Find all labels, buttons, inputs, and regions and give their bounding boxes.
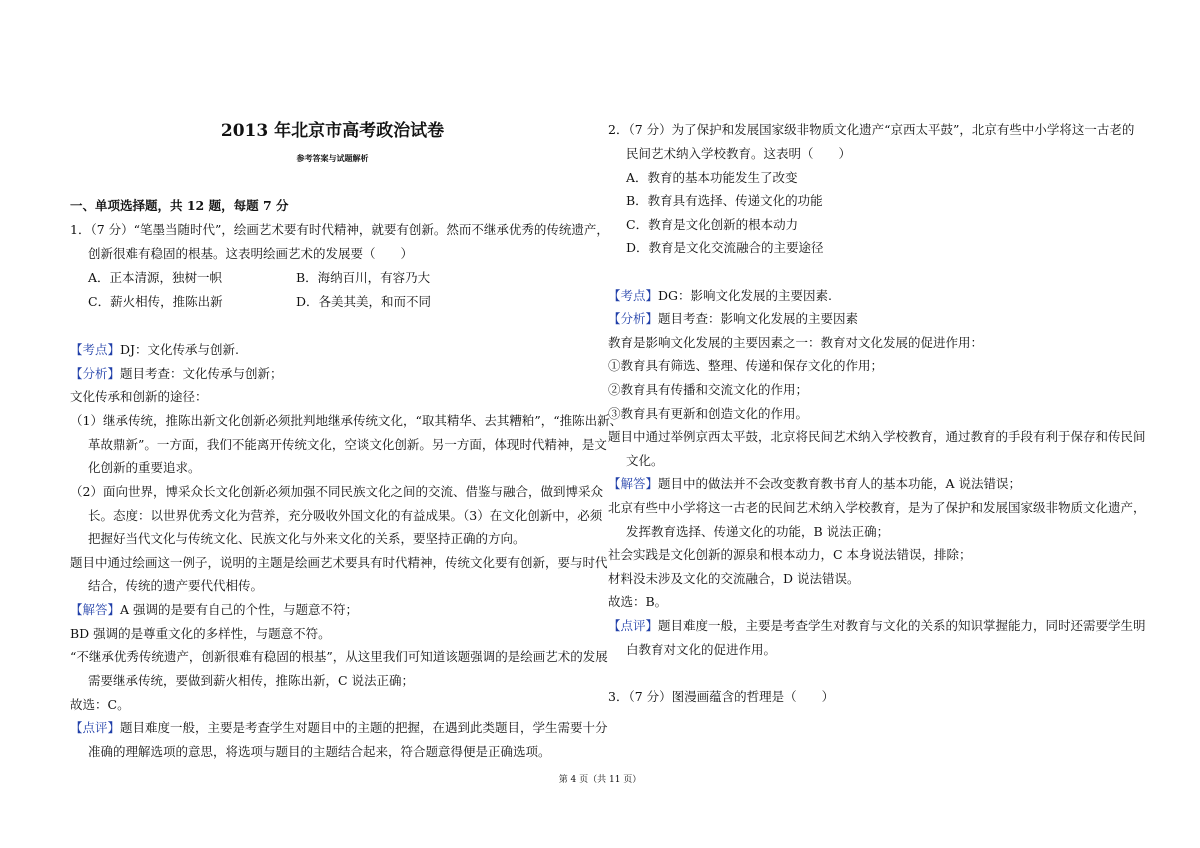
- q1-kaodian: [70, 342, 239, 358]
- q1-fenxi: [70, 366, 283, 382]
- q2-answer-line-10: 材料没未涉及文化的交流融合，D 说法错误。: [608, 571, 860, 586]
- q2-dianping-line-2: 白教育对文化的促进作用。: [626, 642, 777, 657]
- q1-stem-line-1: 1．（7 分）“笔墨当随时代”，绘画艺术要有时代精神，就要有创新。然而不继承优秀的传统遗产，: [70, 222, 609, 237]
- kaodian-tag: 【考点】: [70, 342, 121, 357]
- page-subtitle: 参考答案与试题解析: [296, 153, 369, 163]
- q2-analysis-line-5: 题目中通过举例京西太平鼓，北京将民间艺术纳入学校教育，通过教育的手段有利于保存和传民间: [608, 429, 1146, 444]
- dianping-tag: 【点评】: [70, 720, 121, 735]
- q2-jieda: [608, 476, 1021, 492]
- kaodian-text: DG：影响文化发展的主要因素.: [658, 288, 832, 303]
- jieda-text: 题目中的做法并不会改变教育教书育人的基本功能，A 说法错误；: [658, 476, 1022, 491]
- q1-answer-line-10: BD 强调的是尊重文化的多样性，与题意不符。: [70, 626, 331, 641]
- q2-option-d: D．教育是文化交流融合的主要途径: [626, 240, 824, 255]
- section-heading: 一、单项选择题，共 12 题，每题 7 分: [70, 198, 289, 213]
- kaodian-text: DJ：文化传承与创新.: [120, 342, 240, 357]
- fenxi-tag: 【分析】: [608, 311, 659, 326]
- q1-option-b: B．海纳百川，有容乃大: [296, 270, 431, 285]
- q2-kaodian: [608, 288, 832, 304]
- q1-option-d: D．各美其美，和而不同: [296, 294, 432, 309]
- q1-jieda: [70, 602, 358, 618]
- jieda-text: A 强调的是要有自己的个性，与题意不符；: [120, 602, 359, 617]
- q2-answer-line-9: 社会实践是文化创新的源泉和根本动力，C 本身说法错误，排除；: [608, 547, 972, 562]
- jieda-tag: 【解答】: [608, 476, 659, 491]
- q1-dianping-line-2: 准确的理解选项的意思，将选项与题目的主题结合起来，符合题意得便是正确选项。: [88, 744, 551, 759]
- q2-analysis-line-2: ①教育具有筛选、整理、传递和保存文化的作用；: [608, 358, 884, 373]
- q1-option-c: C．薪火相传，推陈出新: [88, 294, 223, 309]
- fenxi-text: 题目考查：文化传承与创新；: [120, 366, 283, 381]
- q1-analysis-line-2: （1）继承传统，推陈出新文化创新必须批判地继承传统文化，“取其精华、去其糟粕”，“推陈出新、: [70, 413, 623, 428]
- dianping-tag: 【点评】: [608, 618, 659, 633]
- q2-stem-line-2: 民间艺术纳入学校教育。这表明（ ）: [626, 146, 852, 161]
- q2-option-c: C．教育是文化创新的根本动力: [626, 217, 799, 232]
- q1-analysis-line-6: 长。态度：以世界优秀文化为营养，充分吸收外国文化的有益成果。（3）在文化创新中，必须: [88, 508, 603, 523]
- q2-option-b: B．教育具有选择、传递文化的功能: [626, 193, 823, 208]
- q1-choice: 故选：C。: [70, 697, 130, 712]
- q2-choice: 故选：B。: [608, 594, 668, 609]
- q3-stem-line-1: 3．（7 分）图漫画蕴含的哲理是（ ）: [608, 689, 835, 704]
- q1-analysis-line-8: 题目中通过绘画这一例子，说明的主题是绘画艺术要具有时代精神，传统文化要有创新，要与时代: [70, 555, 608, 570]
- q2-fenxi: [608, 311, 858, 327]
- q1-analysis-line-3: 革故鼎新”。一方面，我们不能离开传统文化，空谈文化创新。另一方面，体现时代精神，是文: [88, 437, 607, 452]
- q2-answer-line-7: 北京有些中小学将这一古老的民间艺术纳入学校教育，是为了保护和发展国家级非物质文化遗产，: [608, 500, 1146, 515]
- fenxi-tag: 【分析】: [70, 366, 121, 381]
- page-title: 2013 年北京市高考政治试卷: [220, 121, 445, 141]
- q2-stem-line-1: 2．（7 分）为了保护和发展国家级非物质文化遗产“京西太平鼓”，北京有些中小学将这一古老的: [608, 122, 1135, 137]
- q1-stem-line-2: 创新很难有稳固的根基。这表明绘画艺术的发展要（ ）: [88, 246, 414, 261]
- q1-dianping: [70, 720, 608, 736]
- q2-option-a: A．教育的基本功能发生了改变: [626, 170, 798, 185]
- jieda-tag: 【解答】: [70, 602, 121, 617]
- q2-analysis-line-3: ②教育具有传播和交流文化的作用；: [608, 382, 809, 397]
- q1-analysis-line-9: 结合，传统的遗产要代代相传。: [88, 578, 264, 593]
- q1-answer-line-11: “不继承优秀传统遗产，创新很难有稳固的根基”，从这里我们可知道该题强调的是绘画艺术的发展: [70, 649, 608, 664]
- q1-answer-line-12: 需要继承传统，要做到薪火相传，推陈出新，C 说法正确；: [88, 673, 415, 688]
- q1-analysis-line-5: （2）面向世界，博采众长文化创新必须加强不同民族文化之间的交流、借鉴与融合，做到博采众: [70, 484, 603, 499]
- q2-dianping: [608, 618, 1146, 634]
- q1-analysis-line-4: 化创新的重要追求。: [88, 460, 201, 475]
- q2-answer-line-8: 发挥教育选择、传递文化的功能，B 说法正确；: [626, 524, 890, 539]
- q2-analysis-line-6: 文化。: [626, 453, 664, 468]
- dianping-text: 题目难度一般，主要是考查学生对题目中的主题的把握，在遇到此类题目，学生需要十分: [120, 720, 608, 735]
- fenxi-text: 题目考查：影响文化发展的主要因素: [658, 311, 859, 326]
- dianping-text: 题目难度一般，主要是考查学生对教育与文化的关系的知识掌握能力，同时还需要学生明: [658, 618, 1146, 633]
- q1-option-a: A．正本清源，独树一帜: [88, 270, 223, 285]
- page-footer: 第 4 页（共 11 页）: [558, 775, 642, 785]
- q1-analysis-line-1: 文化传承和创新的途径：: [70, 389, 208, 404]
- kaodian-tag: 【考点】: [608, 288, 659, 303]
- q2-analysis-line-1: 教育是影响文化发展的主要因素之一：教育对文化发展的促进作用：: [608, 335, 984, 350]
- q2-analysis-line-4: ③教育具有更新和创造文化的作用。: [608, 406, 809, 421]
- q1-analysis-line-7: 把握好当代文化与传统文化、民族文化与外来文化的关系，要坚持正确的方向。: [88, 531, 526, 546]
